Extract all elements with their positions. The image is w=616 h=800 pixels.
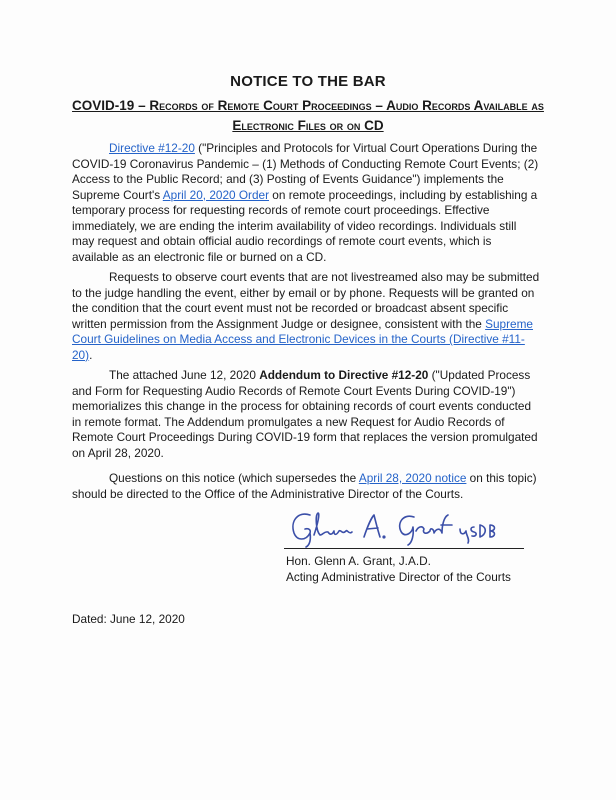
paragraph-1	[72, 141, 540, 265]
dated-line: Dated: June 12, 2020	[72, 612, 185, 626]
notice-title: NOTICE TO THE BAR	[230, 73, 386, 90]
signer-name: Hon. Glenn A. Grant, J.A.D.	[286, 554, 431, 568]
addendum-bold: Addendum to Directive #12-20	[259, 368, 429, 382]
april-20-order-link[interactable]: April 20, 2020 Order	[162, 187, 270, 202]
paragraph-4-text-a: Questions on this notice (which supersedes the	[109, 471, 359, 485]
april-28-notice-link[interactable]: April 28, 2020 notice	[358, 471, 467, 485]
signature-line	[284, 548, 524, 549]
handwritten-signature	[284, 505, 532, 549]
signer-role: Acting Administrative Director of the Courts	[286, 570, 511, 584]
paragraph-1-text-b: on remote proceedings, including by establishing a temporary process for requesting records of remote court proceedings. Effective immediately, we are ending the interim availability of video recordings. Individuals still may request and obtain official audio recordings of remote court events, which is available as an electronic file or burned on a CD.	[72, 187, 538, 264]
paragraph-4	[72, 471, 540, 502]
paragraph-1-text-a: ("Principles and Protocols for Virtual Court Operations During the COVID-19 Coronavirus Pandemic – (1) Methods of Conducting Remote Court Events; (2) Access to the Public Record; and (3) Posting of Events Guidance") implements the Supreme Court's	[72, 141, 539, 202]
paragraph-3-text-a: The attached June 12, 2020	[109, 368, 260, 382]
paragraph-2-text-b: .	[89, 347, 93, 362]
paragraph-3	[72, 368, 540, 461]
directive-12-20-link[interactable]: Directive #12-20	[109, 141, 195, 155]
notice-subtitle: COVID-19 – Records of Remote Court Proceedings – Audio Records Available as Electronic Files or on CD	[72, 98, 544, 133]
signer-block	[286, 553, 511, 585]
paragraph-2	[72, 270, 540, 363]
media-guidelines-link[interactable]: Supreme Court Guidelines on Media Access and Electronic Devices in the Courts (Directive #11-20)	[72, 316, 533, 362]
paragraph-3-text-b: ("Updated Process and Form for Requesting Audio Records of Remote Court Events During COVID-19") memorializes this change in the process for obtaining records of court events conducted in remote format. The Addendum promulgates a new Request for Audio Records of Remote Court Proceedings During COVID-19 form that replaces the version promulgated on April 28, 2020.	[72, 368, 538, 460]
paragraph-4-text-b: on this topic) should be directed to the Office of the Administrative Director of the Courts.	[72, 471, 537, 501]
paragraph-2-text-a: Requests to observe court events that are not livestreamed also may be submitted to the judge handling the event, either by email or by phone. Requests will be granted on the condition that the court event must not be recorded or broadcast absent specific written permission from the Assignment Judge or designee, consistent with the	[72, 270, 540, 331]
